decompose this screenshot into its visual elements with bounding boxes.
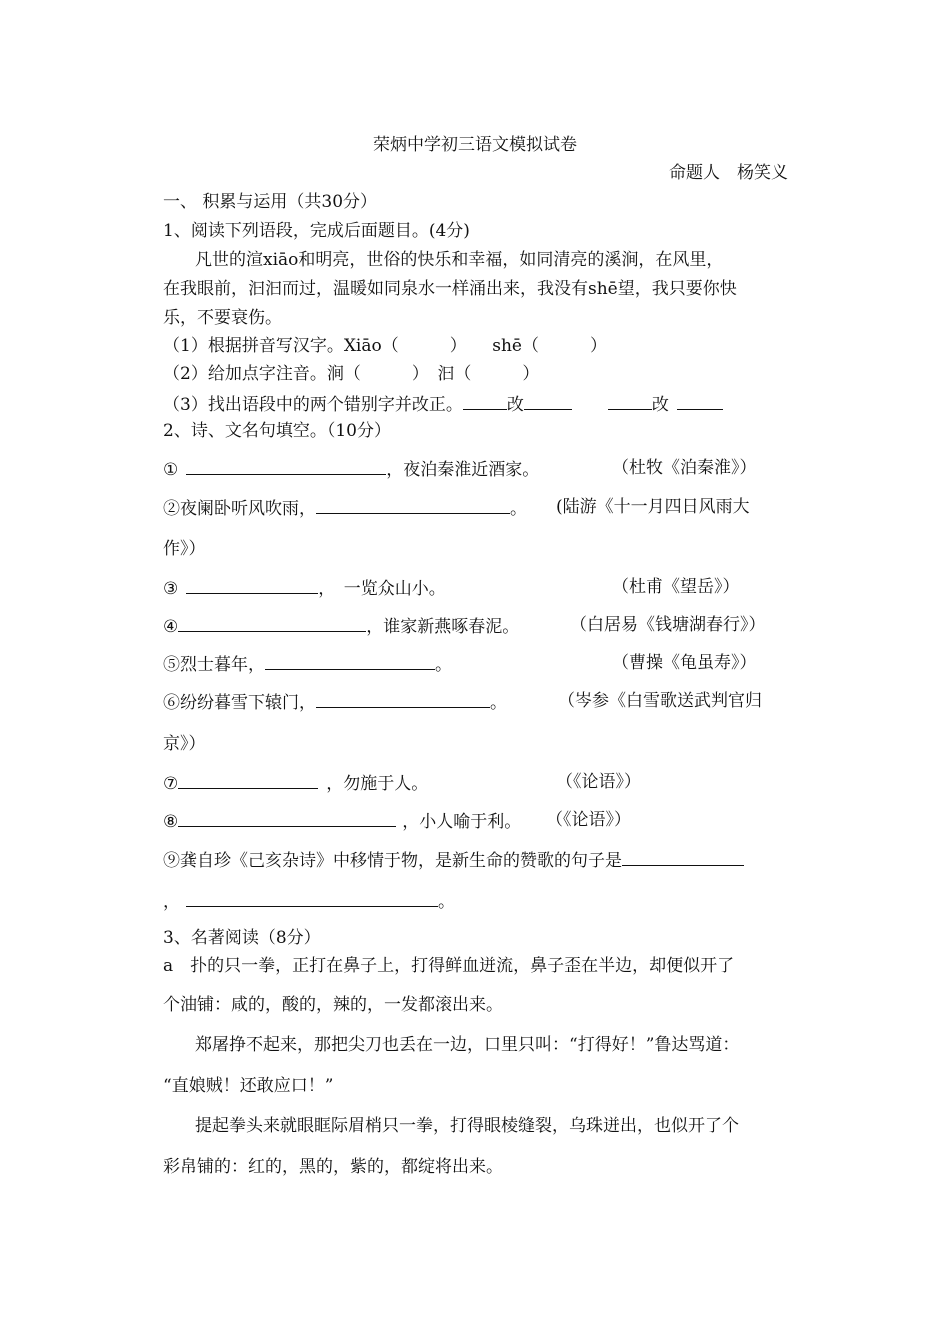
answer-blank[interactable] [608, 392, 652, 410]
question-2-prompt: 2、诗、文名句填空。（10分） [163, 421, 391, 441]
poem-source-6: （岑参《白雪歌送武判官归 [558, 691, 762, 711]
excerpt-a-line-2: 个油铺：咸的，酸的，辣的，一发都滚出来。 [163, 995, 503, 1015]
sub-question-3 [163, 392, 723, 416]
answer-blank[interactable] [186, 576, 318, 594]
question-1-prompt: 1、阅读下列语段，完成后面题目。(4分) [163, 221, 470, 241]
passage-line-2: 在我眼前，汩汩而过，温暖如同泉水一样涌出来，我没有shē望，我只要你快 [163, 279, 737, 299]
poem-item-8: ⑧ ，小人喻于利。 [163, 809, 521, 833]
poem-source-5: （曹操《龟虽寿》） [612, 653, 757, 673]
poem-source-7: （《论语》） [556, 772, 641, 792]
section-heading: 一、 积累与运用（共30分） [163, 192, 378, 212]
author-line: 命题人 杨笑义 [669, 163, 788, 183]
answer-blank[interactable] [186, 457, 386, 475]
excerpt-p2-line-1: 郑屠挣不起来，那把尖刀也丢在一边，口里只叫：“打得好！”鲁达骂道： [195, 1035, 740, 1055]
excerpt-a-line-1: a 扑的只一拳，正打在鼻子上，打得鲜血迸流，鼻子歪在半边，却便似开了 [163, 956, 735, 976]
answer-blank[interactable] [178, 614, 366, 632]
poem-source-2: (陆游《十一月四日风雨大 [556, 497, 750, 517]
poem-item-5: ⑤烈士暮年， 。 [163, 652, 452, 676]
answer-blank[interactable] [463, 392, 507, 410]
sub-question-2: （2）给加点字注音。涧（ ） 汩（ ） [163, 364, 540, 384]
poem-source-1: （杜牧《泊秦淮》） [612, 458, 757, 478]
question-3-prompt: 3、名著阅读（8分） [163, 928, 321, 948]
poem-item-6: ⑥纷纷暮雪下辕门， 。 [163, 690, 507, 714]
poem-item-1: ① ，夜泊秦淮近酒家。 [163, 457, 539, 481]
excerpt-p3-line-1: 提起拳头来就眼眶际眉梢只一拳，打得眼棱缝裂，乌珠迸出，也似开了个 [195, 1116, 739, 1136]
sub-question-1: （1）根据拼音写汉字。Xiāo（ ） shē（ ） [163, 336, 607, 356]
poem-source-4: （白居易《钱塘湖春行》） [570, 615, 766, 635]
poem-source-3: （杜甫《望岳》） [612, 577, 740, 597]
poem-item-4: ④ ，谁家新燕啄春泥。 [163, 614, 519, 638]
answer-blank[interactable] [316, 496, 510, 514]
excerpt-p2-line-2: “直娘贼！还敢应口！” [163, 1076, 334, 1096]
poem-source-6-cont: 京》） [163, 734, 206, 754]
answer-blank[interactable] [265, 652, 435, 670]
answer-blank[interactable] [178, 771, 318, 789]
correction-label: 改 [651, 395, 669, 415]
answer-blank[interactable] [677, 392, 723, 410]
answer-blank[interactable] [178, 809, 396, 827]
poem-item-9-line2: ， 。 [163, 889, 455, 913]
sub-question-3-text: （3）找出语段中的两个错别字并改正。 [163, 395, 463, 415]
excerpt-p3-line-2: 彩帛铺的：红的，黑的，紫的，都绽将出来。 [163, 1157, 503, 1177]
poem-item-3: ③ ， 一览众山小。 [163, 576, 446, 600]
poem-item-2: ②夜阑卧听风吹雨， 。 [163, 496, 527, 520]
passage-line-3: 乐，不要衰伤。 [163, 308, 282, 328]
answer-blank[interactable] [186, 889, 438, 907]
passage-line-1: 凡世的渲xiāo和明亮，世俗的快乐和幸福，如同清亮的溪涧，在风里， [195, 250, 724, 270]
answer-blank[interactable] [622, 848, 744, 866]
poem-source-8: （《论语》） [546, 810, 631, 830]
page-title: 荣炳中学初三语文模拟试卷 [373, 135, 577, 155]
answer-blank[interactable] [316, 690, 490, 708]
answer-blank[interactable] [524, 392, 572, 410]
poem-source-2-cont: 作》） [163, 539, 206, 559]
poem-item-9: ⑨龚自珍《己亥杂诗》中移情于物，是新生命的赞歌的句子是 [163, 848, 744, 872]
poem-item-7: ⑦ ，勿施于人。 [163, 771, 428, 795]
correction-label: 改 [506, 395, 524, 415]
